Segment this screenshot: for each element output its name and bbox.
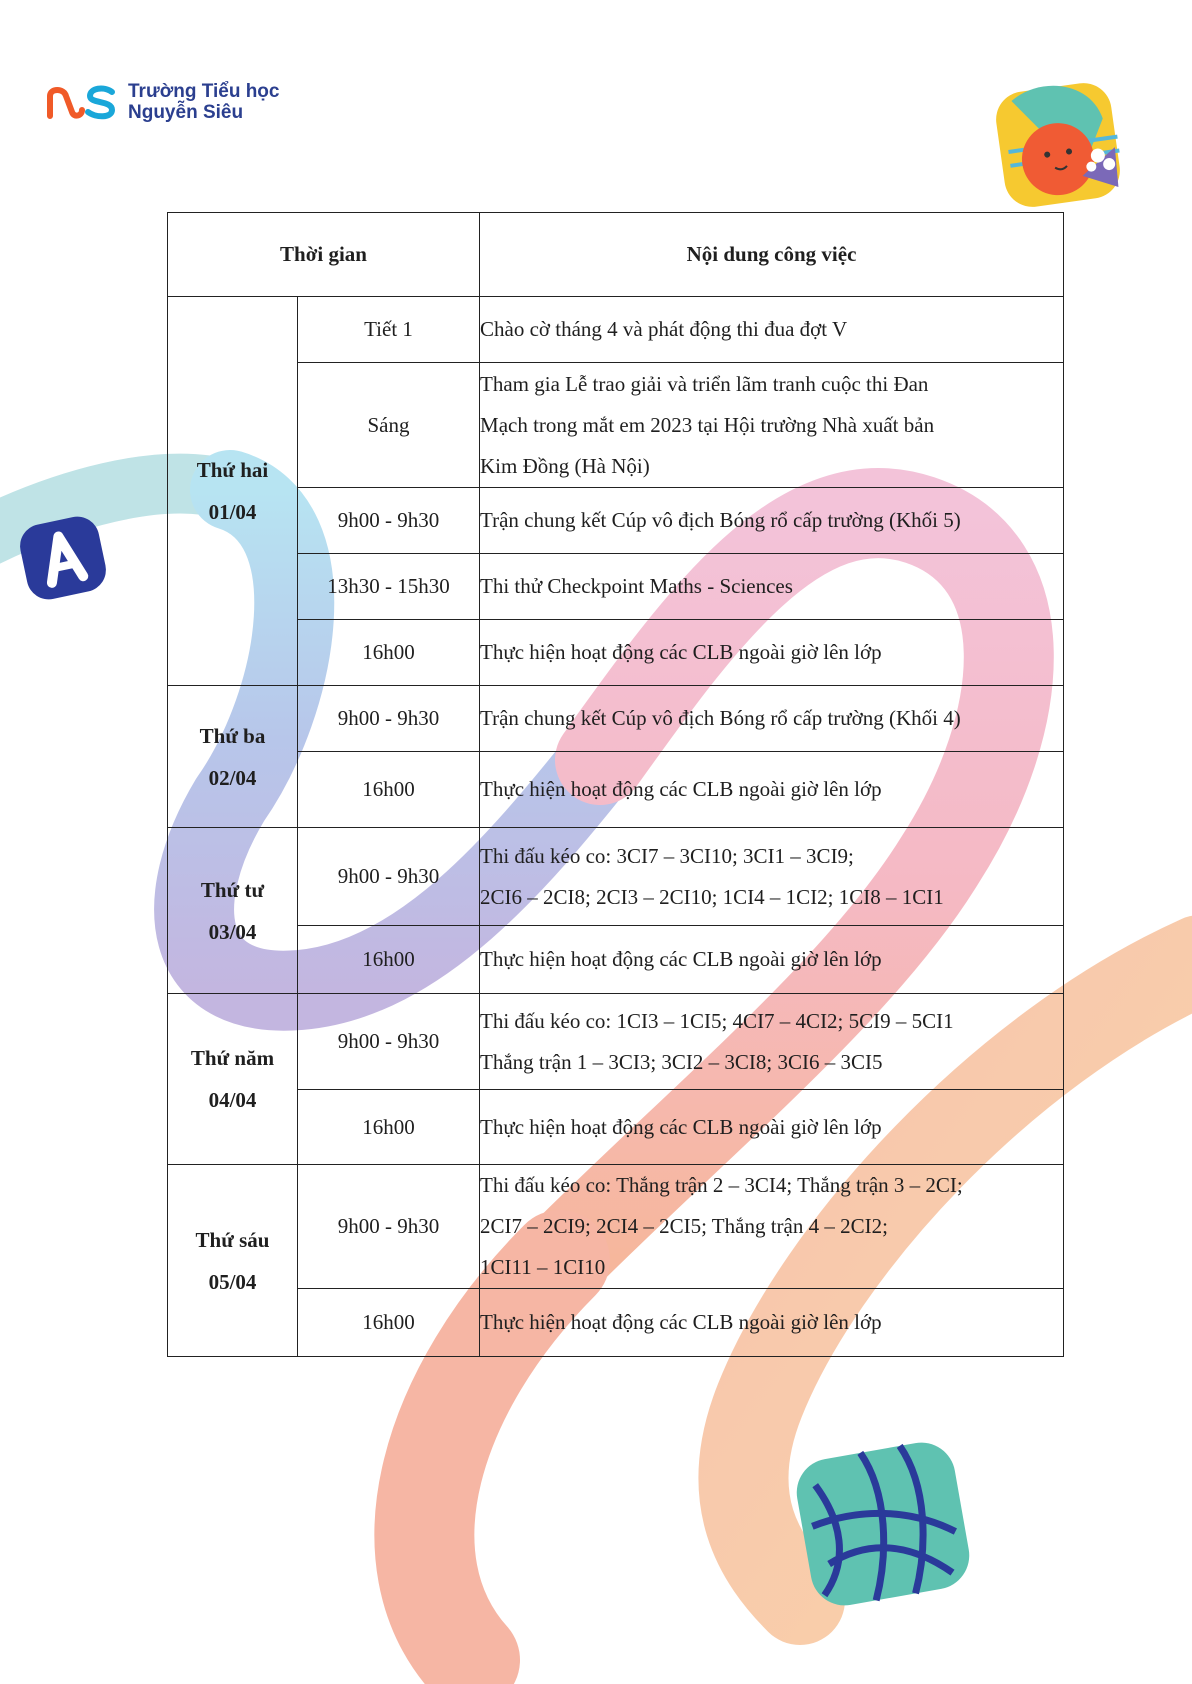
day-date: 01/04	[208, 500, 257, 524]
content-line: Thực hiện hoạt động các CLB ngoài giờ lên lớp	[480, 1114, 882, 1139]
content-line: Chào cờ tháng 4 và phát động thi đua đợt V	[480, 317, 848, 341]
content-cell	[480, 554, 1064, 620]
content-line: 2CI7 – 2CI9; 2CI4 – 2CI5; Thắng trận 4 – 2CI2;	[480, 1214, 888, 1238]
content-cell	[480, 488, 1064, 554]
content-line: Trận chung kết Cúp vô địch Bóng rổ cấp trường (Khối 5)	[480, 508, 961, 532]
time-cell: 9h00 - 9h30	[298, 828, 480, 926]
content-cell	[480, 1090, 1064, 1165]
day-date: 04/04	[208, 1088, 257, 1112]
table-row	[168, 363, 1064, 488]
content-cell	[480, 620, 1064, 686]
content-line: Trận chung kết Cúp vô địch Bóng rổ cấp trường (Khối 4)	[480, 706, 961, 730]
table-row	[168, 686, 1064, 752]
content-cell	[480, 1289, 1064, 1357]
content-cell	[480, 297, 1064, 363]
day-date: 05/04	[208, 1269, 257, 1294]
day-cell	[168, 994, 298, 1165]
day-cell	[168, 1165, 298, 1357]
table-header-row	[168, 213, 1064, 297]
time-cell: Sáng	[298, 363, 480, 488]
content-cell	[480, 828, 1064, 926]
content-line: Tham gia Lễ trao giải và triển lãm tranh cuộc thi Đan	[480, 371, 929, 396]
table-row	[168, 994, 1064, 1090]
time-cell: 16h00	[298, 1090, 480, 1165]
table-row	[168, 488, 1064, 554]
day-name: Thứ hai	[196, 458, 269, 482]
table-row	[168, 1090, 1064, 1165]
time-cell: 16h00	[298, 926, 480, 994]
content-line: Thi thử Checkpoint Maths - Sciences	[480, 574, 793, 598]
content-cell	[480, 752, 1064, 828]
day-cell	[168, 297, 298, 686]
school-logo	[46, 80, 279, 124]
table-row	[168, 828, 1064, 926]
day-date: 03/04	[208, 919, 257, 944]
day-cell	[168, 686, 298, 828]
school-name-line1: Trường Tiểu học	[128, 81, 280, 102]
table-row	[168, 1289, 1064, 1357]
header-content: Nội dung công việc	[480, 213, 1064, 297]
weekly-schedule-table	[167, 212, 1064, 1357]
content-line: 2CI6 – 2CI8; 2CI3 – 2CI10; 1CI4 – 1CI2; 1CI8 – 1CI1	[480, 884, 944, 909]
day-cell	[168, 828, 298, 994]
table-row	[168, 297, 1064, 363]
content-line: Thi đấu kéo co: Thắng trận 2 – 3CI4; Thắng trận 3 – 2CI;	[480, 1173, 963, 1197]
content-cell	[480, 363, 1064, 488]
content-line: Mạch trong mắt em 2023 tại Hội trường Nhà xuất bản	[480, 412, 935, 437]
time-cell: Tiết 1	[298, 297, 480, 363]
time-cell: 9h00 - 9h30	[298, 488, 480, 554]
schedule-body	[168, 297, 1064, 1357]
time-cell: 16h00	[298, 620, 480, 686]
content-line: Thực hiện hoạt động các CLB ngoài giờ lên lớp	[480, 1310, 882, 1334]
day-name: Thứ năm	[190, 1046, 275, 1070]
time-cell: 9h00 - 9h30	[298, 1165, 480, 1289]
school-name	[128, 81, 279, 123]
table-row	[168, 926, 1064, 994]
content-cell	[480, 926, 1064, 994]
school-name-line2: Nguyễn Siêu	[128, 102, 244, 123]
table-row	[168, 554, 1064, 620]
day-name: Thứ tư	[200, 877, 265, 902]
time-cell: 16h00	[298, 752, 480, 828]
content-line: Thực hiện hoạt động các CLB ngoài giờ lên lớp	[480, 947, 882, 971]
content-line: Thực hiện hoạt động các CLB ngoài giờ lên lớp	[480, 777, 882, 801]
content-line: Thi đấu kéo co: 1CI3 – 1CI5; 4CI7 – 4CI2; 5CI9 – 5CI1	[480, 1008, 954, 1033]
content-line: Thi đấu kéo co: 3CI7 – 3CI10; 3CI1 – 3CI9;	[480, 843, 854, 868]
day-name: Thứ sáu	[195, 1227, 270, 1252]
table-row	[168, 752, 1064, 828]
content-line: 1CI11 – 1CI10	[480, 1255, 606, 1279]
content-cell	[480, 994, 1064, 1090]
content-cell	[480, 1165, 1064, 1289]
table-row	[168, 1165, 1064, 1289]
time-cell: 9h00 - 9h30	[298, 686, 480, 752]
table-row	[168, 620, 1064, 686]
time-cell: 9h00 - 9h30	[298, 994, 480, 1090]
content-line: Kim Đồng (Hà Nội)	[480, 453, 650, 478]
content-cell	[480, 686, 1064, 752]
time-cell: 13h30 - 15h30	[298, 554, 480, 620]
time-cell: 16h00	[298, 1289, 480, 1357]
header-time: Thời gian	[168, 213, 480, 297]
ns-logo-mark-icon	[46, 84, 116, 120]
day-name: Thứ ba	[199, 723, 266, 748]
content-line: Thắng trận 1 – 3CI3; 3CI2 – 3CI8; 3CI6 – 3CI5	[480, 1049, 883, 1074]
day-date: 02/04	[208, 765, 257, 790]
content-line: Thực hiện hoạt động các CLB ngoài giờ lên lớp	[480, 640, 882, 664]
